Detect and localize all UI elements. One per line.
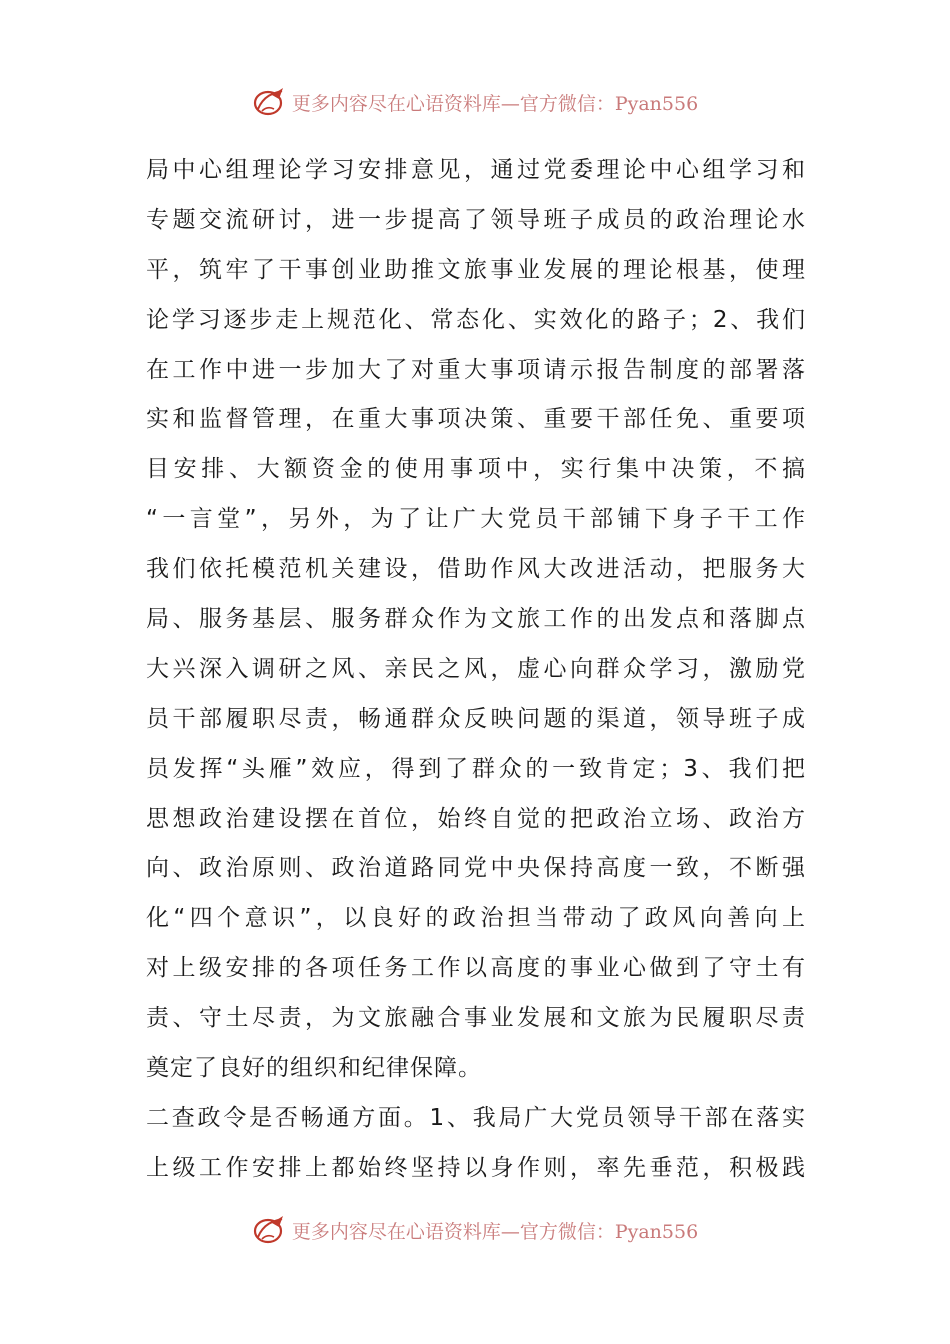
body-line: 对上级安排的各项任务工作以高度的事业心做到了守土有 — [146, 955, 806, 982]
header-watermark — [0, 82, 950, 122]
body-line: 局、服务基层、服务群众作为文旅工作的出发点和落脚点 — [146, 606, 806, 633]
body-line: 思想政治建设摆在首位，始终自觉的把政治立场、政治方 — [146, 805, 806, 832]
body-line: 在工作中进一步加大了对重大事项请示报告制度的部署落 — [146, 356, 806, 383]
body-line: 员发挥“头雁”效应，得到了群众的一致肯定；3、我们把 — [146, 755, 806, 782]
body-line: 化“四个意识”，以良好的政治担当带动了政风向善向上 — [146, 905, 806, 932]
body-line: 论学习逐步走上规范化、常态化、实效化的路子；2、我们 — [146, 306, 806, 333]
pen-nib-swirl-icon — [252, 1213, 288, 1247]
header-watermark-text: 更多内容尽在心语资料库—官方微信：Pyan556 — [291, 92, 699, 115]
body-line: 责、守土尽责，为文旅融合事业发展和文旅为民履职尽责 — [146, 1005, 806, 1032]
body-line: 实和监督管理，在重大事项决策、重要干部任免、重要项 — [146, 406, 806, 433]
body-line: 二查政令是否畅通方面。1、我局广大党员领导干部在落实 — [146, 1104, 806, 1131]
body-line: “一言堂”，另外，为了让广大党员干部铺下身子干工作 — [146, 506, 806, 533]
footer-watermark — [0, 1210, 950, 1250]
body-line: 向、政治原则、政治道路同党中央保持高度一致，不断强 — [146, 855, 806, 882]
footer-watermark-text: 更多内容尽在心语资料库—官方微信：Pyan556 — [291, 1220, 699, 1243]
pen-nib-swirl-icon — [252, 85, 288, 119]
body-line: 我们依托模范机关建设，借助作风大改进活动，把服务大 — [146, 556, 806, 583]
body-line: 平，筑牢了干事创业助推文旅事业发展的理论根基，使理 — [146, 256, 806, 283]
body-line: 局中心组理论学习安排意见，通过党委理论中心组学习和 — [146, 157, 806, 183]
body-line: 大兴深入调研之风、亲民之风，虚心向群众学习，激励党 — [146, 655, 806, 682]
body-line: 目安排、大额资金的使用事项中，实行集中决策，不搞 — [146, 456, 806, 483]
body-line: 员干部履职尽责，畅通群众反映问题的渠道，领导班子成 — [146, 705, 806, 732]
body-line-paragraph-end: 奠定了良好的组织和纪律保障。 — [146, 1055, 482, 1082]
body-line: 上级工作安排上都始终坚持以身作则，率先垂范，积极践 — [146, 1154, 806, 1181]
body-line: 专题交流研讨，进一步提高了领导班子成员的政治理论水 — [146, 206, 806, 233]
document-body — [146, 146, 806, 1194]
